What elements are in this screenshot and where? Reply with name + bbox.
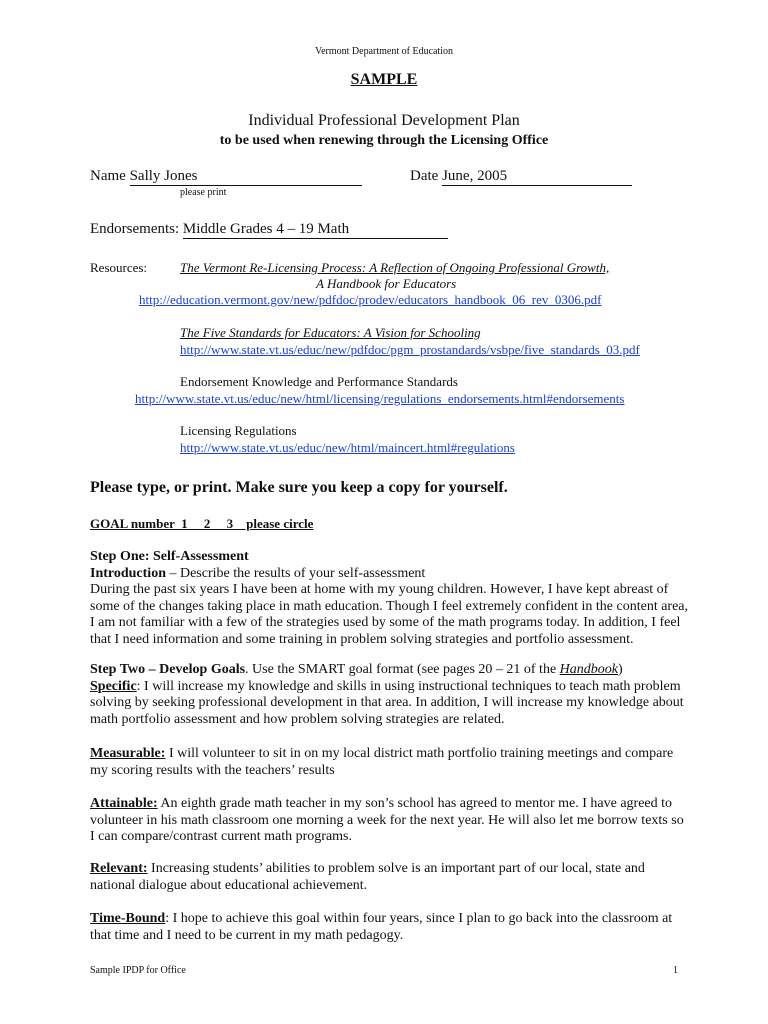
handbook-reference: Handbook	[559, 662, 618, 677]
timebound-paragraph	[90, 911, 690, 944]
endorsements-row	[90, 221, 448, 239]
name-row	[90, 168, 362, 186]
name-field[interactable]	[130, 168, 362, 186]
endorsements-label: Endorsements	[90, 221, 175, 237]
measurable-paragraph	[90, 746, 690, 779]
footer-label: Sample IPDP for Office	[90, 965, 186, 976]
step-two-intro	[90, 662, 690, 679]
resource-1-subtitle: A Handbook for Educators	[316, 276, 457, 291]
resource-1-title: The Vermont Re-Licensing Process: A Reflection of Ongoing Professional Growth,	[180, 260, 610, 275]
step-two-close: )	[618, 662, 623, 677]
specific-label: Specific	[90, 678, 137, 694]
relevant-text: Increasing students’ abilities to problem solve is an important part of our local, state and national dialogue about educational achievement.	[90, 861, 645, 893]
goal-selector[interactable]: GOAL number 1 2 3 please circle	[90, 516, 314, 531]
page-number: 1	[673, 965, 678, 976]
step-two-heading: Step Two – Develop Goals	[90, 662, 246, 677]
measurable-text: I will volunteer to sit in on my local district math portfolio training meetings and compare my scoring results with the teachers’ results	[90, 746, 674, 778]
resource-2-title: The Five Standards for Educators: A Vision for Schooling	[180, 325, 481, 340]
introduction-text: – Describe the results of your self-assessment	[165, 565, 426, 581]
name-value: Sally Jones	[129, 168, 198, 184]
step-two-intro-text: . Use the SMART goal format (see pages 20 – 21 of the	[245, 662, 560, 677]
resource-2-link[interactable]: http://www.state.vt.us/educ/new/pdfdoc/pgm_prostandards/vsbpe/five_standards_03.pdf	[180, 342, 640, 357]
date-row	[410, 168, 632, 186]
step-one-heading: Step One: Self-Assessment	[90, 549, 249, 564]
relevant-label: Relevant:	[90, 861, 148, 876]
resource-3-link[interactable]: http://www.state.vt.us/educ/new/html/licensing/regulations_endorsements.html#endorsements	[135, 391, 625, 406]
date-value: June, 2005	[442, 168, 508, 184]
relevant-paragraph	[90, 861, 690, 894]
step-one-intro	[90, 566, 690, 583]
introduction-label: Introduction	[90, 565, 166, 581]
name-label: Name	[90, 168, 126, 184]
step-two-section	[90, 662, 690, 728]
sample-heading: SAMPLE	[350, 71, 418, 88]
attainable-text: An eighth grade math teacher in my son’s school has agreed to mentor me. I have agreed to volunteer in his math classroom one morning a week for the next year. He will also let me borrow texts so I can compare/contrast current math programs.	[90, 796, 684, 845]
resource-4-title: Licensing Regulations	[180, 423, 297, 438]
endorsements-colon: :	[174, 221, 180, 237]
department-header: Vermont Department of Education	[314, 46, 453, 57]
step-one-body: During the past six years I have been at home with my young children. However, I have kept abreast of some of the changes taking place in math education. Though I feel extremely confident in the content area, I am not familiar with a few of the strategies used by some of the math programs today. In addition, I feel that I need information and some training in problem solving strategies and portfolio assessment.	[90, 582, 689, 647]
document-subtitle: to be used when renewing through the Licensing Office	[219, 133, 549, 148]
resource-4-link[interactable]: http://www.state.vt.us/educ/new/html/maincert.html#regulations	[180, 440, 515, 455]
document-title: Individual Professional Development Plan	[248, 112, 520, 129]
timebound-text: : I hope to achieve this goal within four years, since I plan to go back into the classroom at that time and I need to be current in my math pedagogy.	[90, 911, 673, 943]
date-label: Date	[410, 168, 439, 184]
instruction: Please type, or print. Make sure you keep a copy for yourself.	[90, 479, 508, 496]
measurable-label: Measurable:	[90, 746, 166, 761]
resources-label: Resources:	[90, 260, 148, 275]
attainable-paragraph	[90, 796, 690, 846]
endorsements-field[interactable]	[183, 221, 448, 239]
resource-3-title: Endorsement Knowledge and Performance Standards	[180, 374, 458, 389]
specific-text: : I will increase my knowledge and skills in using instructional techniques to teach math problem solving by seeking professional development in that area. In addition, I will increase my knowledge about math portfolio assessment and how problem solving strategies are related.	[90, 678, 684, 727]
date-field[interactable]	[442, 168, 632, 186]
timebound-label: Time-Bound	[90, 911, 166, 926]
attainable-label: Attainable:	[90, 796, 158, 811]
step-one-section	[90, 549, 690, 649]
name-hint: please print	[180, 187, 227, 198]
specific-paragraph	[90, 679, 690, 729]
endorsements-value: Middle Grades 4 – 19 Math	[182, 221, 350, 237]
resource-1-link[interactable]: http://education.vermont.gov/new/pdfdoc/prodev/educators_handbook_06_rev_0306.pdf	[139, 292, 602, 307]
